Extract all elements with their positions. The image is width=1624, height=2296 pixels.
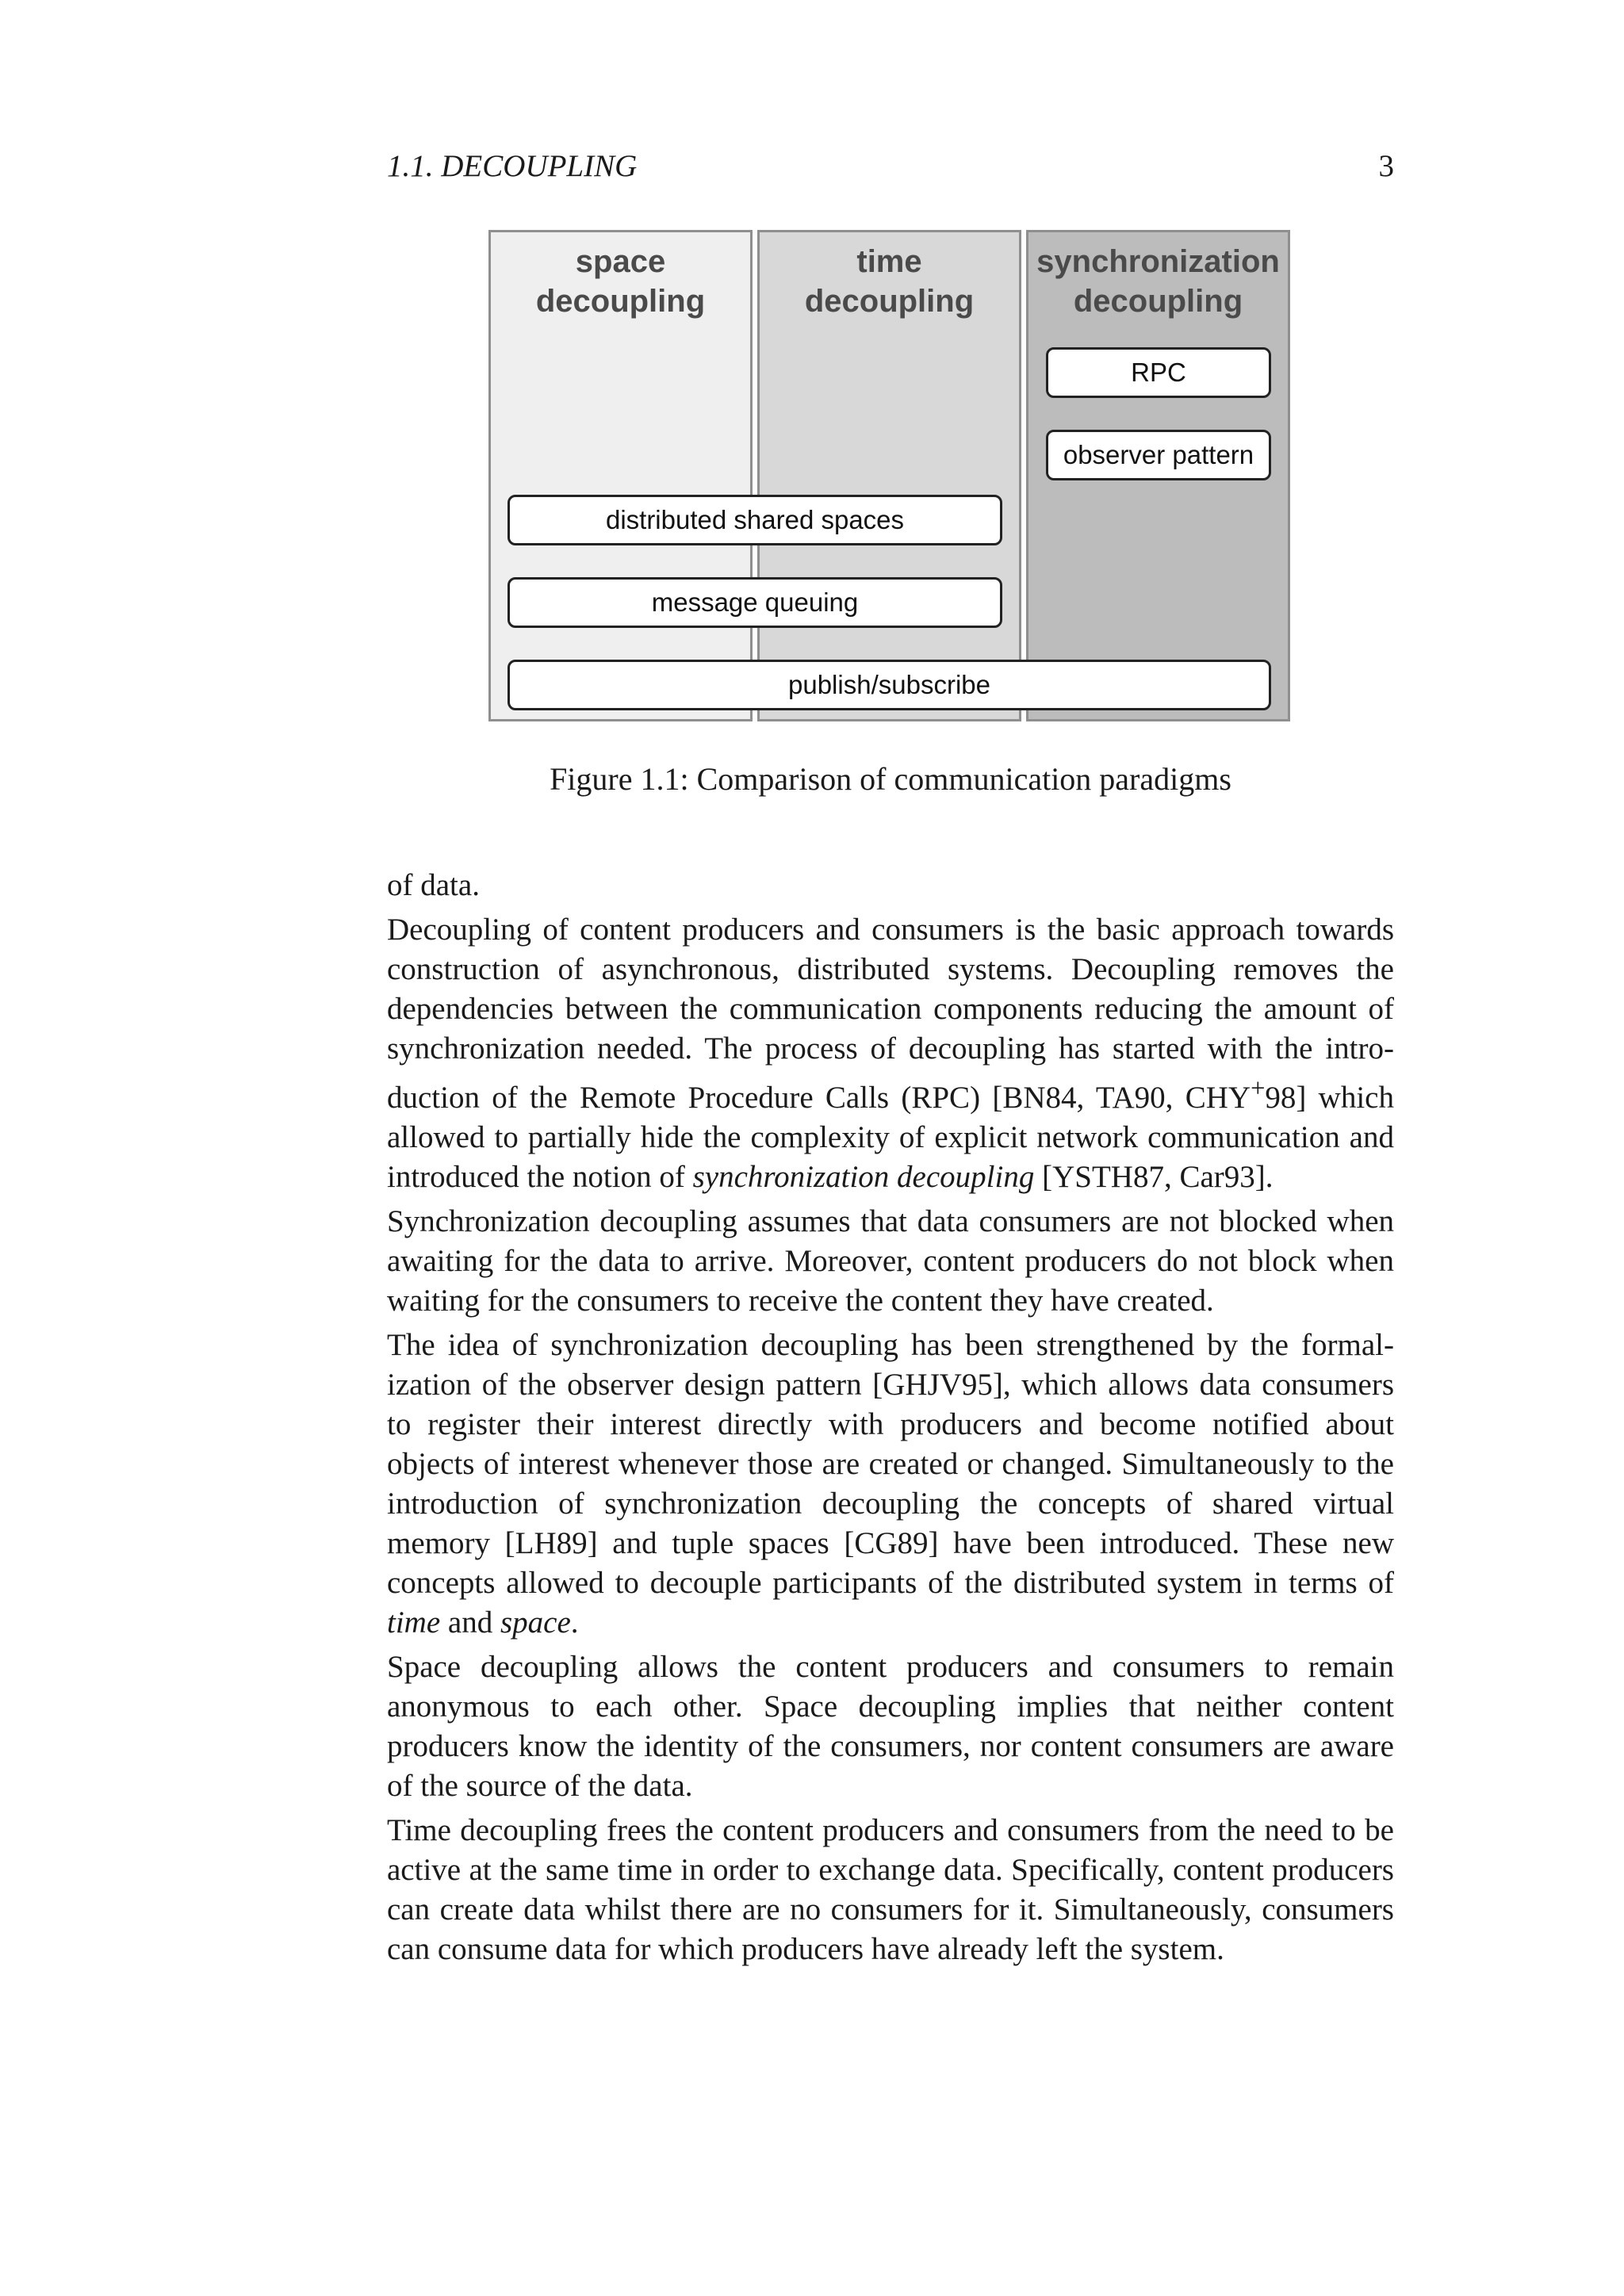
text-run: 98] which allowed to partially hide the complexity of explicit network communication and introduced the notion of [387,1081,1394,1194]
distributed-shared-spaces-box: distributed shared spaces [508,495,1002,545]
text-run: Decoupling of content producers and consumers is the basic approach towards construction of asynchronous, distributed systems. Decoupling removes the dependencies between the communication components reducing the amount of synchronization needed. The process of decoupling has started with the introduction of the Remote Procedure Calls (RPC) [BN84, TA90, CHY [387,913,1394,1115]
paragraph: of data. [387,868,480,902]
superscript: + [1251,1074,1266,1103]
emphasis: space [500,1605,571,1640]
paragraph: Time decoupling frees the content producers and consumers from the need to be active at the same time in order to exchange data. Specifically, content producers can create data whilst there are no consumers for it. Simultaneously, consumers can consume data for which producers have already left the system. [387,1813,1394,1966]
figure-caption: Figure 1.1: Comparison of communication paradigms [550,761,1231,797]
paragraph: Space decoupling allows the content producers and consumers to remain anonymous to each other. Space decoupling implies that neither content producers know the identity of the consumers, nor content consumers are aware of the source of the data. [387,1650,1394,1803]
page-header [387,147,1394,186]
column-title: synchronization decoupling [1036,244,1280,319]
column-title: space decoupling [535,244,706,319]
publish-subscribe-box: publish/subscribe [508,660,1271,710]
page-number: 3 [1378,149,1394,183]
section-title: 1.1. DECOUPLING [387,149,638,183]
time-decoupling-column [757,230,1021,721]
text-run: and [440,1605,500,1640]
message-queuing-box: message queuing [508,577,1002,628]
space-decoupling-column [488,230,753,721]
text-run: [YSTH87, Car93]. [1034,1160,1274,1194]
body-text [387,866,1394,1974]
paragraph: Synchronization decoupling assumes that data consumers are not blocked when awaiting for the data to arrive. Moreover, content producers do not block when waiting for the consumers to receive the content they have created. [387,1204,1394,1318]
emphasis: time [387,1605,441,1640]
paragraph [387,910,1394,1197]
emphasis: synchronization decoupling [692,1160,1035,1194]
observer-pattern-box: observer pattern [1046,430,1271,480]
paragraph [387,1326,1394,1643]
text-run: The idea of synchronization decoupling has been strengthened by the formalization of the observer design pattern [GHJV95], which allows data consumers to register their interest directly with producers and become notified about objects of interest whenever those are created or changed. Simultaneously to the introduction of synchronization decoupling the concepts of shared virtual memory [LH89] and tuple spaces [CG89] have been introduced. These new concepts allowed to decouple participants of the distributed system in terms of [387,1328,1394,1600]
rpc-box: RPC [1046,347,1271,398]
paradigm-comparison-figure [486,230,1295,729]
text-run: . [570,1605,579,1640]
column-title: time decoupling [804,244,975,319]
